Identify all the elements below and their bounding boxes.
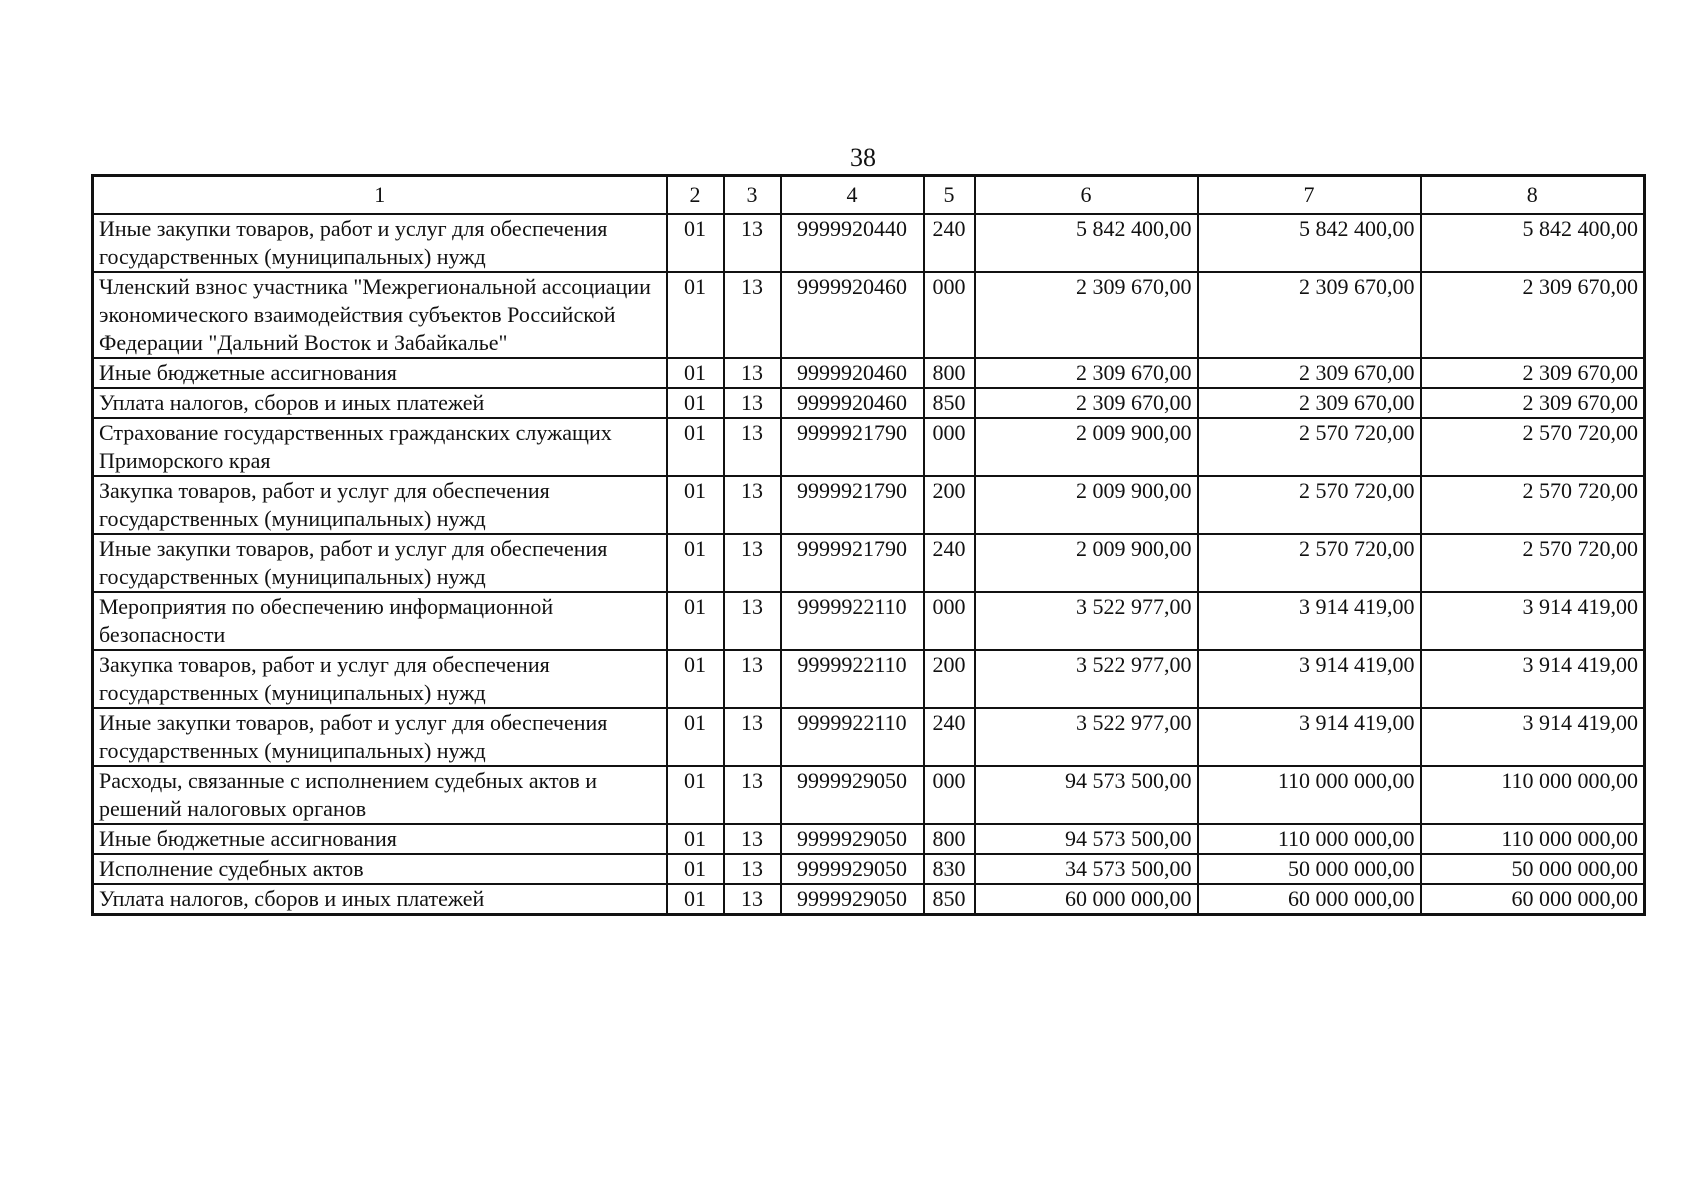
row-amount-6: 2 309 670,00 [975, 358, 1198, 388]
table-row [93, 650, 1645, 708]
row-expense-type: 200 [924, 476, 975, 534]
row-amount-7: 60 000 000,00 [1198, 884, 1421, 915]
row-target-article: 9999921790 [781, 534, 924, 592]
row-section: 01 [667, 650, 724, 708]
table-row [93, 766, 1645, 824]
row-expense-type: 240 [924, 534, 975, 592]
column-header-5: 5 [924, 176, 975, 215]
row-section: 01 [667, 708, 724, 766]
row-section: 01 [667, 534, 724, 592]
table-row [93, 592, 1645, 650]
row-subsection: 13 [724, 388, 781, 418]
row-expense-type: 000 [924, 592, 975, 650]
row-amount-8: 2 309 670,00 [1421, 272, 1645, 358]
row-target-article: 9999921790 [781, 476, 924, 534]
row-amount-7: 3 914 419,00 [1198, 708, 1421, 766]
row-target-article: 9999921790 [781, 418, 924, 476]
row-amount-7: 5 842 400,00 [1198, 214, 1421, 272]
row-name: Иные закупки товаров, работ и услуг для обеспечения государственных (муниципальных) нужд [93, 708, 667, 766]
row-subsection: 13 [724, 884, 781, 915]
row-expense-type: 850 [924, 388, 975, 418]
row-expense-type: 800 [924, 358, 975, 388]
row-amount-7: 2 309 670,00 [1198, 388, 1421, 418]
row-section: 01 [667, 418, 724, 476]
row-name: Расходы, связанные с исполнением судебных актов и решений налоговых органов [93, 766, 667, 824]
row-target-article: 9999920460 [781, 388, 924, 418]
table-row [93, 708, 1645, 766]
row-subsection: 13 [724, 824, 781, 854]
row-amount-6: 3 522 977,00 [975, 592, 1198, 650]
column-header-2: 2 [667, 176, 724, 215]
row-target-article: 9999922110 [781, 650, 924, 708]
row-subsection: 13 [724, 708, 781, 766]
row-amount-6: 3 522 977,00 [975, 708, 1198, 766]
table-row [93, 214, 1645, 272]
row-expense-type: 800 [924, 824, 975, 854]
row-target-article: 9999929050 [781, 884, 924, 915]
row-amount-8: 3 914 419,00 [1421, 592, 1645, 650]
row-subsection: 13 [724, 418, 781, 476]
row-name: Закупка товаров, работ и услуг для обеспечения государственных (муниципальных) нужд [93, 650, 667, 708]
row-subsection: 13 [724, 534, 781, 592]
table-row [93, 854, 1645, 884]
row-amount-6: 2 009 900,00 [975, 534, 1198, 592]
row-amount-6: 60 000 000,00 [975, 884, 1198, 915]
row-amount-8: 2 309 670,00 [1421, 358, 1645, 388]
column-header-3: 3 [724, 176, 781, 215]
row-expense-type: 200 [924, 650, 975, 708]
row-subsection: 13 [724, 592, 781, 650]
row-amount-8: 5 842 400,00 [1421, 214, 1645, 272]
row-amount-7: 50 000 000,00 [1198, 854, 1421, 884]
row-target-article: 9999922110 [781, 592, 924, 650]
row-target-article: 9999922110 [781, 708, 924, 766]
row-expense-type: 000 [924, 766, 975, 824]
row-section: 01 [667, 388, 724, 418]
row-amount-8: 50 000 000,00 [1421, 854, 1645, 884]
row-target-article: 9999920460 [781, 358, 924, 388]
row-amount-7: 2 570 720,00 [1198, 534, 1421, 592]
row-expense-type: 830 [924, 854, 975, 884]
row-name: Уплата налогов, сборов и иных платежей [93, 388, 667, 418]
row-amount-6: 94 573 500,00 [975, 824, 1198, 854]
row-amount-6: 2 309 670,00 [975, 272, 1198, 358]
row-target-article: 9999929050 [781, 766, 924, 824]
row-name: Уплата налогов, сборов и иных платежей [93, 884, 667, 915]
column-header-4: 4 [781, 176, 924, 215]
table-row [93, 388, 1645, 418]
row-name: Исполнение судебных актов [93, 854, 667, 884]
row-section: 01 [667, 592, 724, 650]
row-subsection: 13 [724, 272, 781, 358]
row-amount-7: 2 309 670,00 [1198, 358, 1421, 388]
row-amount-6: 3 522 977,00 [975, 650, 1198, 708]
row-amount-6: 2 309 670,00 [975, 388, 1198, 418]
row-target-article: 9999929050 [781, 854, 924, 884]
row-name: Страхование государственных гражданских служащих Приморского края [93, 418, 667, 476]
row-amount-8: 2 570 720,00 [1421, 534, 1645, 592]
column-header-1: 1 [93, 176, 667, 215]
page-number: 38 [850, 143, 876, 172]
row-section: 01 [667, 358, 724, 388]
column-header-7: 7 [1198, 176, 1421, 215]
row-name: Иные бюджетные ассигнования [93, 824, 667, 854]
row-amount-8: 110 000 000,00 [1421, 766, 1645, 824]
row-name: Мероприятия по обеспечению информационной безопасности [93, 592, 667, 650]
budget-table [91, 174, 1646, 916]
row-name: Иные закупки товаров, работ и услуг для обеспечения государственных (муниципальных) нужд [93, 534, 667, 592]
row-name: Иные закупки товаров, работ и услуг для обеспечения государственных (муниципальных) нужд [93, 214, 667, 272]
row-amount-7: 3 914 419,00 [1198, 592, 1421, 650]
table-row [93, 272, 1645, 358]
row-amount-7: 2 309 670,00 [1198, 272, 1421, 358]
row-amount-6: 94 573 500,00 [975, 766, 1198, 824]
table-row [93, 824, 1645, 854]
row-amount-6: 34 573 500,00 [975, 854, 1198, 884]
row-amount-8: 2 309 670,00 [1421, 388, 1645, 418]
row-amount-7: 110 000 000,00 [1198, 824, 1421, 854]
row-section: 01 [667, 884, 724, 915]
row-subsection: 13 [724, 214, 781, 272]
row-amount-6: 5 842 400,00 [975, 214, 1198, 272]
row-section: 01 [667, 214, 724, 272]
row-section: 01 [667, 766, 724, 824]
header-row [93, 176, 1645, 215]
row-target-article: 9999929050 [781, 824, 924, 854]
column-header-6: 6 [975, 176, 1198, 215]
row-subsection: 13 [724, 766, 781, 824]
row-amount-6: 2 009 900,00 [975, 476, 1198, 534]
table-row [93, 534, 1645, 592]
table-row [93, 884, 1645, 915]
row-amount-8: 3 914 419,00 [1421, 708, 1645, 766]
row-section: 01 [667, 476, 724, 534]
row-subsection: 13 [724, 854, 781, 884]
row-amount-8: 60 000 000,00 [1421, 884, 1645, 915]
table-row [93, 418, 1645, 476]
row-amount-8: 2 570 720,00 [1421, 476, 1645, 534]
row-section: 01 [667, 854, 724, 884]
row-expense-type: 850 [924, 884, 975, 915]
table-row [93, 358, 1645, 388]
row-subsection: 13 [724, 476, 781, 534]
column-header-8: 8 [1421, 176, 1645, 215]
row-amount-6: 2 009 900,00 [975, 418, 1198, 476]
row-name: Иные бюджетные ассигнования [93, 358, 667, 388]
row-name: Членский взнос участника "Межрегиональной ассоциации экономического взаимодействия субъектов Российской Федерации "Дальний Восток и Забайкалье" [93, 272, 667, 358]
row-target-article: 9999920460 [781, 272, 924, 358]
row-expense-type: 240 [924, 214, 975, 272]
row-amount-7: 110 000 000,00 [1198, 766, 1421, 824]
row-expense-type: 000 [924, 418, 975, 476]
row-amount-8: 110 000 000,00 [1421, 824, 1645, 854]
row-name: Закупка товаров, работ и услуг для обеспечения государственных (муниципальных) нужд [93, 476, 667, 534]
row-amount-8: 2 570 720,00 [1421, 418, 1645, 476]
row-amount-7: 2 570 720,00 [1198, 476, 1421, 534]
table-row [93, 476, 1645, 534]
row-section: 01 [667, 824, 724, 854]
row-expense-type: 000 [924, 272, 975, 358]
row-amount-8: 3 914 419,00 [1421, 650, 1645, 708]
row-subsection: 13 [724, 358, 781, 388]
row-target-article: 9999920440 [781, 214, 924, 272]
row-section: 01 [667, 272, 724, 358]
row-subsection: 13 [724, 650, 781, 708]
row-amount-7: 3 914 419,00 [1198, 650, 1421, 708]
row-amount-7: 2 570 720,00 [1198, 418, 1421, 476]
row-expense-type: 240 [924, 708, 975, 766]
